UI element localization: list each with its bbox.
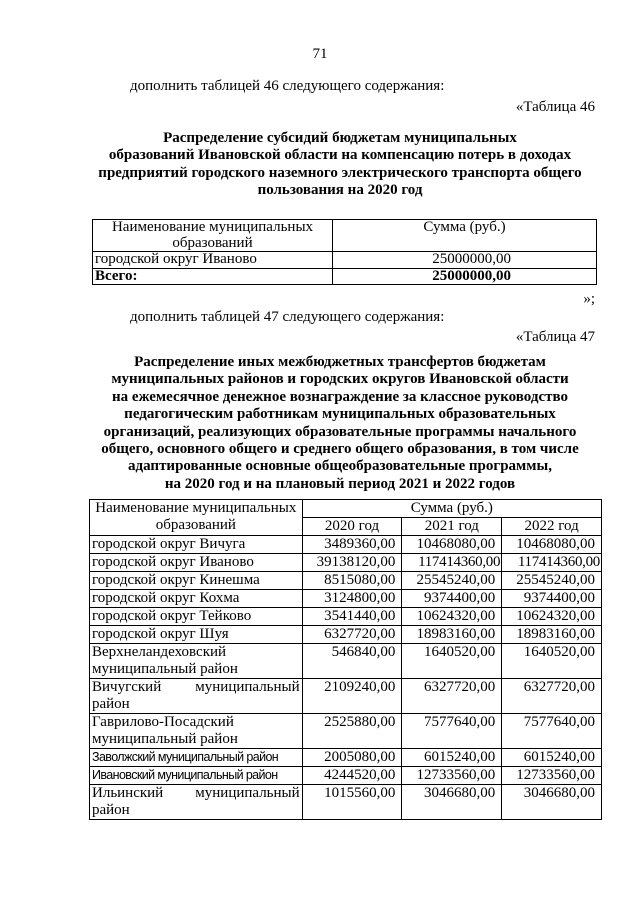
row-name-cell: городской округ Тейково: [90, 608, 303, 626]
table-header-row: [93, 220, 597, 252]
row-name-cell: городской округ Вичуга: [90, 536, 303, 554]
row-2021-cell: 3046680,00: [402, 785, 502, 820]
title-line: муниципальных районов и городских округов Ивановской области: [111, 371, 569, 388]
intro-paragraph-46: дополнить таблицей 46 следующего содержания:: [130, 78, 445, 94]
row-name-cell: Ильинский муниципальный район: [90, 785, 303, 820]
title-line: общего, основного общего и среднего общего образования, в том числе: [101, 441, 579, 458]
header-name-cell: Наименование муниципальных образований: [93, 220, 333, 252]
row-name-cell: Заволжский муниципальный район: [90, 749, 303, 767]
header-sum-cell: Сумма (руб.): [333, 220, 597, 252]
row-name-cell: городской округ Кинешма: [90, 572, 303, 590]
row-2021-cell: 12733560,00: [402, 767, 502, 785]
table-row: [90, 626, 602, 644]
table-total-row: [93, 268, 597, 285]
row-2020-cell: 3541440,00: [302, 608, 402, 626]
table-row: [90, 572, 602, 590]
title-line: на ежемесячное денежное вознаграждение за классное руководство: [112, 388, 568, 405]
row-2021-cell: 9374400,00: [402, 590, 502, 608]
total-sum-cell: 25000000,00: [333, 268, 597, 285]
row-name-cell: городской округ Иваново: [93, 252, 333, 269]
row-name-cell: Вичугский муниципальный район: [90, 679, 303, 714]
intro-paragraph-47: дополнить таблицей 47 следующего содержания:: [130, 309, 445, 325]
row-sum-cell: 25000000,00: [333, 252, 597, 269]
row-2022-cell: 117414360,00: [502, 554, 602, 572]
table-row: [90, 644, 602, 679]
table-47-title: [60, 354, 620, 493]
row-2020-cell: 2109240,00: [302, 679, 402, 714]
row-2020-cell: 3489360,00: [302, 536, 402, 554]
year-2020-header: 2020 год: [302, 518, 402, 536]
row-2022-cell: 3046680,00: [502, 785, 602, 820]
row-2020-cell: 3124800,00: [302, 590, 402, 608]
page-number: 71: [312, 46, 328, 62]
row-2022-cell: 18983160,00: [502, 626, 602, 644]
table-header-row: [90, 500, 602, 518]
row-name-cell: городской округ Шуя: [90, 626, 303, 644]
row-2020-cell: 6327720,00: [302, 626, 402, 644]
row-2022-cell: 7577640,00: [502, 714, 602, 749]
row-name-cell: Верхнеландеховский муниципальный район: [90, 644, 303, 679]
total-label-cell: Всего:: [93, 268, 333, 285]
table-row: [90, 785, 602, 820]
year-2021-header: 2021 год: [402, 518, 502, 536]
row-name-cell: Ивановский муниципальный район: [90, 767, 303, 785]
title-line: Распределение субсидий бюджетам муниципальных: [163, 130, 517, 146]
row-2022-cell: 12733560,00: [502, 767, 602, 785]
row-2020-cell: 546840,00: [302, 644, 402, 679]
table-row: [93, 252, 597, 269]
row-2020-cell: 2005080,00: [302, 749, 402, 767]
row-2022-cell: 6015240,00: [502, 749, 602, 767]
row-2020-cell: 4244520,00: [302, 767, 402, 785]
table-row: [90, 679, 602, 714]
row-2021-cell: 6015240,00: [402, 749, 502, 767]
table-row: [90, 749, 602, 767]
row-name-cell: городской округ Иваново: [90, 554, 303, 572]
table-row: [90, 590, 602, 608]
title-line: Распределение иных межбюджетных трансфертов бюджетам: [134, 354, 546, 370]
row-2021-cell: 18983160,00: [402, 626, 502, 644]
table-46-label: «Таблица 46: [515, 99, 595, 115]
table-row: [90, 554, 602, 572]
table-46: [92, 219, 597, 285]
row-2021-cell: 25545240,00: [402, 572, 502, 590]
title-line: предприятий городского наземного электрического транспорта общего: [98, 164, 582, 181]
row-2020-cell: 39138120,00: [302, 554, 402, 572]
row-2022-cell: 10468080,00: [502, 536, 602, 554]
row-2021-cell: 6327720,00: [402, 679, 502, 714]
closing-quote: »;: [583, 291, 595, 307]
row-2022-cell: 1640520,00: [502, 644, 602, 679]
table-46-title: [60, 130, 620, 200]
header-sum-cell: Сумма (руб.): [302, 500, 601, 518]
table-row: [90, 714, 602, 749]
title-line: педагогическим работникам муниципальных образовательных: [124, 406, 556, 423]
row-2021-cell: 7577640,00: [402, 714, 502, 749]
row-name-cell: Гаврилово-Посадский муниципальный район: [90, 714, 303, 749]
table-47-label: «Таблица 47: [515, 329, 595, 345]
title-line: на 2020 год и на плановый период 2021 и 2022 годов: [164, 475, 516, 492]
title-line: образований Ивановской области на компенсацию потерь в доходах: [108, 147, 572, 164]
row-2022-cell: 10624320,00: [502, 608, 602, 626]
row-2021-cell: 1640520,00: [402, 644, 502, 679]
row-name-cell: городской округ Кохма: [90, 590, 303, 608]
table-row: [90, 608, 602, 626]
header-name-cell: Наименование муниципальных образований: [90, 500, 303, 536]
title-line: организаций, реализующих образовательные программы начального: [103, 423, 577, 440]
title-line: адаптированные основные общеобразовательные программы,: [128, 458, 552, 475]
row-2021-cell: 117414360,00: [402, 554, 502, 572]
year-2022-header: 2022 год: [502, 518, 602, 536]
row-2020-cell: 2525880,00: [302, 714, 402, 749]
row-2021-cell: 10468080,00: [402, 536, 502, 554]
row-2022-cell: 6327720,00: [502, 679, 602, 714]
table-47: [89, 499, 602, 820]
row-2022-cell: 25545240,00: [502, 572, 602, 590]
row-2022-cell: 9374400,00: [502, 590, 602, 608]
title-line: пользования на 2020 год: [257, 182, 423, 199]
table-row: [90, 536, 602, 554]
row-2021-cell: 10624320,00: [402, 608, 502, 626]
table-row: [90, 767, 602, 785]
row-2020-cell: 8515080,00: [302, 572, 402, 590]
row-2020-cell: 1015560,00: [302, 785, 402, 820]
